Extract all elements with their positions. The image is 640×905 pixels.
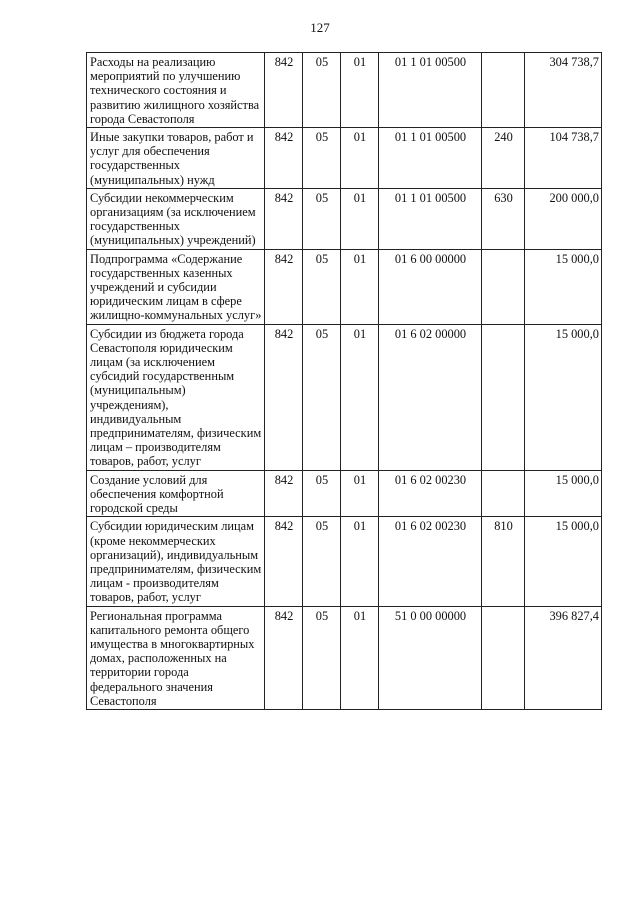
table-row xyxy=(87,53,602,128)
cell-amount: 304 738,7 xyxy=(525,53,602,128)
cell-expense-type xyxy=(482,53,525,128)
cell-section-code: 05 xyxy=(303,517,341,606)
cell-amount: 15 000,0 xyxy=(525,517,602,606)
cell-section-code: 05 xyxy=(303,324,341,470)
cell-subsection-code: 01 xyxy=(341,606,379,709)
cell-amount: 396 827,4 xyxy=(525,606,602,709)
table-row xyxy=(87,606,602,709)
cell-department-code: 842 xyxy=(265,53,303,128)
cell-department-code: 842 xyxy=(265,606,303,709)
cell-name: Субсидии из бюджета города Севастополя юридическим лицам (за исключением субсидий государственным (муниципальным) учреждениям), индивидуальным предпринимателям, физическим лицам – производителям товаров, работ, услуг xyxy=(87,324,265,470)
cell-section-code: 05 xyxy=(303,128,341,189)
page-number: 127 xyxy=(310,20,330,35)
cell-section-code: 05 xyxy=(303,188,341,249)
table-row xyxy=(87,249,602,324)
cell-expense-type: 240 xyxy=(482,128,525,189)
cell-target-article: 01 6 02 00000 xyxy=(379,324,482,470)
cell-subsection-code: 01 xyxy=(341,128,379,189)
cell-expense-type xyxy=(482,324,525,470)
cell-expense-type: 630 xyxy=(482,188,525,249)
cell-section-code: 05 xyxy=(303,249,341,324)
cell-name: Расходы на реализацию мероприятий по улучшению технического состояния и развитию жилищного хозяйства города Севастополя xyxy=(87,53,265,128)
table-row xyxy=(87,470,602,517)
cell-subsection-code: 01 xyxy=(341,470,379,517)
table-row xyxy=(87,517,602,606)
cell-target-article: 01 1 01 00500 xyxy=(379,128,482,189)
cell-target-article: 01 1 01 00500 xyxy=(379,188,482,249)
cell-amount: 15 000,0 xyxy=(525,470,602,517)
cell-name: Субсидии некоммерческим организациям (за исключением государственных (муниципальных) учреждений) xyxy=(87,188,265,249)
cell-target-article: 01 6 02 00230 xyxy=(379,470,482,517)
cell-expense-type xyxy=(482,470,525,517)
cell-name: Подпрограмма «Содержание государственных казенных учреждений и субсидии юридическим лицам в сфере жилищно-коммунальных услуг» xyxy=(87,249,265,324)
cell-name: Региональная программа капитального ремонта общего имущества в многоквартирных домах, расположенных на территории города федерального значения Севастополя xyxy=(87,606,265,709)
cell-department-code: 842 xyxy=(265,324,303,470)
cell-name: Создание условий для обеспечения комфортной городской среды xyxy=(87,470,265,517)
cell-expense-type xyxy=(482,606,525,709)
cell-department-code: 842 xyxy=(265,128,303,189)
cell-subsection-code: 01 xyxy=(341,53,379,128)
cell-department-code: 842 xyxy=(265,470,303,517)
cell-expense-type xyxy=(482,249,525,324)
cell-target-article: 01 6 00 00000 xyxy=(379,249,482,324)
cell-name: Иные закупки товаров, работ и услуг для обеспечения государственных (муниципальных) нужд xyxy=(87,128,265,189)
cell-department-code: 842 xyxy=(265,517,303,606)
cell-subsection-code: 01 xyxy=(341,324,379,470)
cell-section-code: 05 xyxy=(303,53,341,128)
cell-department-code: 842 xyxy=(265,188,303,249)
cell-amount: 15 000,0 xyxy=(525,324,602,470)
cell-target-article: 51 0 00 00000 xyxy=(379,606,482,709)
cell-department-code: 842 xyxy=(265,249,303,324)
cell-amount: 200 000,0 xyxy=(525,188,602,249)
cell-subsection-code: 01 xyxy=(341,517,379,606)
table-row xyxy=(87,324,602,470)
table-row xyxy=(87,188,602,249)
cell-expense-type: 810 xyxy=(482,517,525,606)
cell-subsection-code: 01 xyxy=(341,249,379,324)
budget-table xyxy=(86,52,602,710)
cell-subsection-code: 01 xyxy=(341,188,379,249)
cell-target-article: 01 6 02 00230 xyxy=(379,517,482,606)
cell-target-article: 01 1 01 00500 xyxy=(379,53,482,128)
cell-section-code: 05 xyxy=(303,606,341,709)
cell-section-code: 05 xyxy=(303,470,341,517)
cell-amount: 104 738,7 xyxy=(525,128,602,189)
cell-name: Субсидии юридическим лицам (кроме некоммерческих организаций), индивидуальным предпринимателям, физическим лицам - производителям товаров, работ, услуг xyxy=(87,517,265,606)
cell-amount: 15 000,0 xyxy=(525,249,602,324)
table-row xyxy=(87,128,602,189)
